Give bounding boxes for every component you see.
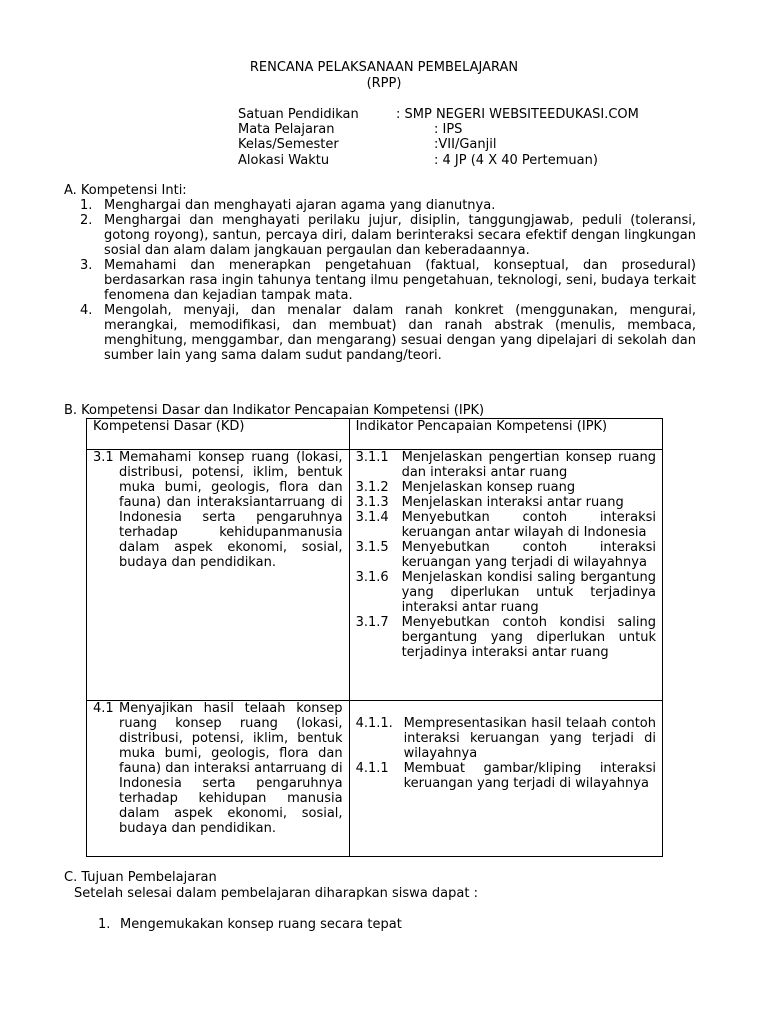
list-number: 3. xyxy=(80,258,93,273)
identity-key: Alokasi Waktu xyxy=(238,153,330,168)
ipk-number: 4.1.1. xyxy=(355,716,393,731)
kd-number: 3.1 xyxy=(93,450,114,465)
section-c-intro: Setelah selesai dalam pembelajaran diharapkan siswa dapat : xyxy=(74,886,478,901)
list-number: 4. xyxy=(80,303,93,318)
kd-cell xyxy=(87,450,350,701)
identity-value: : SMP NEGERI WEBSITEEDUKASI.COM xyxy=(396,107,639,122)
table-header-row xyxy=(87,419,663,450)
ipk-cell xyxy=(349,450,662,701)
ipk-item xyxy=(356,480,656,495)
ipk-text: Menyebutkan contoh interaksi keruangan yang terjadi di wilayahnya xyxy=(401,540,656,570)
ipk-item xyxy=(356,615,656,660)
table-row xyxy=(87,701,663,857)
ipk-item xyxy=(356,761,656,791)
kd-text: Memahami konsep ruang (lokasi, distribusi, potensi, iklim, bentuk muka bumi, geologis, flora dan fauna) dan interaksiantarruang di Indonesia serta pengaruhnya terhadap kehidupanmanusia dalam aspek ekonomi, sosial, budaya dan pendidikan. xyxy=(119,450,343,570)
document-title: RENCANA PELAKSANAAN PEMBELAJARAN xyxy=(249,60,519,75)
ipk-text: Menjelaskan pengertian konsep ruang dan interaksi antar ruang xyxy=(401,450,656,480)
ipk-number: 3.1.1 xyxy=(355,450,389,465)
ipk-text: Mempresentasikan hasil telaah contoh interaksi keruangan yang terjadi di wilayahnya xyxy=(403,716,656,761)
list-number: 1. xyxy=(98,917,111,932)
kd-number: 4.1 xyxy=(93,701,114,716)
identity-value: :VII/Ganjil xyxy=(434,137,497,152)
list-item xyxy=(80,213,696,258)
kd-text: Menyajikan hasil telaah konsep ruang konsep ruang (lokasi, distribusi, potensi, iklim, bentuk muka bumi, geologis, flora dan fauna) dan interaksi antarruang di Indonesia serta pengaruhnya terhadap kehidupan manusia dalam aspek ekonomi, sosial, budaya dan pendidikan. xyxy=(119,701,343,836)
identity-value: : IPS xyxy=(434,122,463,137)
list-text: Mengolah, menyaji, dan menalar dalam ranah konkret (menggunakan, mengurai, merangkai, memodifikasi, dan membuat) dan ranah abstrak (menulis, membaca, menghitung, menggambar, dan mengarang) sesuai dengan yang dipelajari di sekolah dan sumber lain yang sama dalam sudut pandang/teori. xyxy=(104,303,696,363)
list-item xyxy=(80,198,696,213)
ipk-item xyxy=(356,570,656,615)
ipk-text: Membuat gambar/kliping interaksi keruangan yang terjadi di wilayahnya xyxy=(403,761,656,791)
kd-cell xyxy=(87,701,350,857)
ipk-item xyxy=(356,716,656,761)
list-number: 1. xyxy=(80,198,93,213)
ipk-item xyxy=(356,510,656,540)
ipk-number: 3.1.6 xyxy=(355,570,389,585)
ipk-text: Menjelaskan kondisi saling bergantung yang diperlukan untuk terjadinya interaksi antar ruang xyxy=(401,570,656,615)
list-item xyxy=(98,917,402,932)
kompetensi-inti-list xyxy=(80,198,696,363)
list-text: Menghargai dan menghayati ajaran agama yang dianutnya. xyxy=(104,198,496,213)
ipk-text: Menyebutkan contoh interaksi keruangan antar wilayah di Indonesia xyxy=(401,510,656,540)
list-number: 2. xyxy=(80,213,93,228)
ipk-text: Menyebutkan contoh kondisi saling bergantung yang diperlukan untuk terjadinya interaksi antar ruang xyxy=(401,615,656,660)
ipk-number: 3.1.7 xyxy=(355,615,389,630)
ipk-item xyxy=(356,495,656,510)
identity-key: Satuan Pendidikan xyxy=(238,107,359,122)
kd-ipk-table xyxy=(86,418,663,857)
identity-key: Kelas/Semester xyxy=(238,137,339,152)
ipk-text: Menjelaskan interaksi antar ruang xyxy=(401,495,624,510)
document-subtitle: (RPP) xyxy=(366,76,402,91)
section-c-heading: C. Tujuan Pembelajaran xyxy=(64,870,217,885)
ipk-number: 3.1.2 xyxy=(355,480,389,495)
identity-value: : 4 JP (4 X 40 Pertemuan) xyxy=(434,153,598,168)
list-item xyxy=(80,303,696,363)
table-row xyxy=(87,450,663,701)
ipk-number: 3.1.3 xyxy=(355,495,389,510)
identity-key: Mata Pelajaran xyxy=(238,122,335,137)
section-a-heading: A. Kompetensi Inti: xyxy=(64,183,187,198)
list-item xyxy=(80,258,696,303)
ipk-item xyxy=(356,450,656,480)
ipk-cell xyxy=(349,701,662,857)
section-b-heading: B. Kompetensi Dasar dan Indikator Pencapaian Kompetensi (IPK) xyxy=(64,403,485,418)
kd-item xyxy=(93,701,343,836)
table-header-kd: Kompetensi Dasar (KD) xyxy=(87,419,350,450)
ipk-number: 3.1.4 xyxy=(355,510,389,525)
list-text: Mengemukakan konsep ruang secara tepat xyxy=(120,917,402,932)
ipk-item xyxy=(356,540,656,570)
table-header-ipk: Indikator Pencapaian Kompetensi (IPK) xyxy=(349,419,662,450)
ipk-number: 4.1.1 xyxy=(355,761,389,776)
kd-item xyxy=(93,450,343,570)
ipk-text: Menjelaskan konsep ruang xyxy=(401,480,576,495)
list-text: Menghargai dan menghayati perilaku jujur, disiplin, tanggungjawab, peduli (toleransi, gotong royong), santun, percaya diri, dalam berinteraksi secara efektif dengan lingkungan sosial dan alam dalam jangkauan pergaulan dan keberadaannya. xyxy=(104,213,696,258)
list-text: Memahami dan menerapkan pengetahuan (faktual, konseptual, dan prosedural) berdasarkan rasa ingin tahunya tentang ilmu pengetahuan, teknologi, seni, budaya terkait fenomena dan kejadian tampak mata. xyxy=(104,258,696,303)
ipk-number: 3.1.5 xyxy=(355,540,389,555)
